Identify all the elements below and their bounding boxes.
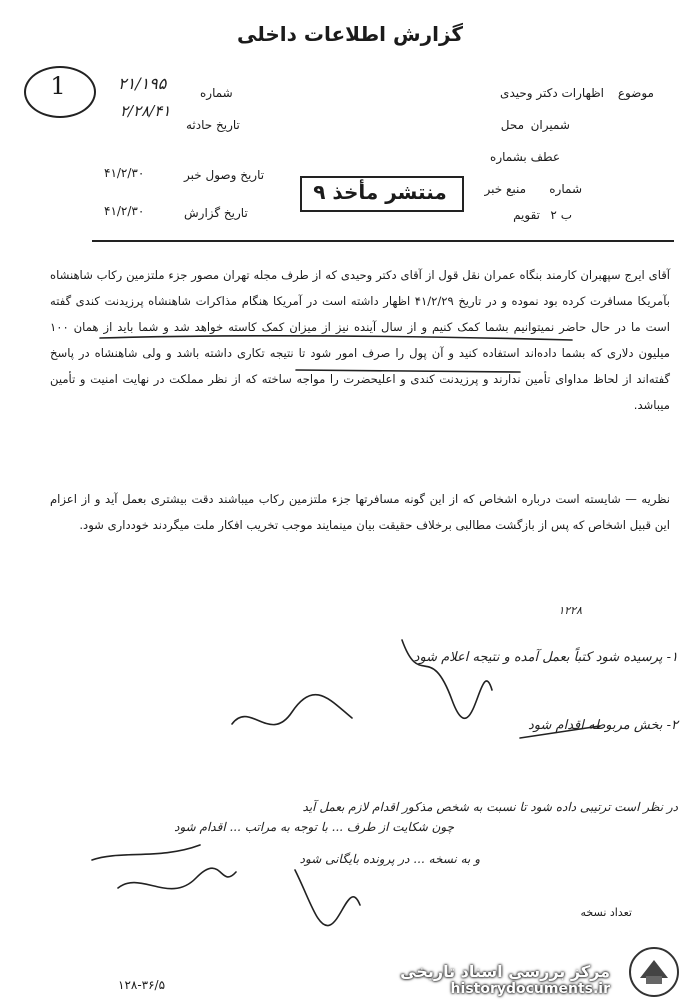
annotation-line-3: در نظر است ترتیبی داده شود تا نسبت به شخص مذکور اقدام لازم بعمل آید [302,800,678,814]
signature-scribble-mid [402,640,492,718]
annotation-line-5: و به نسخه ... در پرونده بایگانی شود [299,852,480,866]
place-value: شمیران [530,118,570,132]
signature-scribble-left [232,695,352,725]
watermark-logo-icon [622,942,688,1002]
evaluation-label: تقویم [513,208,540,222]
annotation-line-4: چون شکایت از طرف ... با توجه به مراتب ... اقدام شود [174,820,454,834]
bottom-date-scribble [118,868,236,889]
evaluation-value: ب ۲ [550,208,572,222]
incident-date-value: ۲/۲۸/۴۱ [120,102,171,120]
report-date-value: ۴۱/۲/۳۰ [104,204,145,218]
subject-label: موضوع [617,86,654,100]
annotation-strike [520,726,600,738]
watermark-english: historydocuments.ir [450,981,610,997]
place-label: محل [500,118,524,132]
reference-label: عطف بشماره [490,150,560,164]
document-title: گزارش اطلاعات داخلی [236,22,464,46]
report-date-label: تاریخ گزارش [184,206,248,220]
signature-scribble-bottom [295,870,360,926]
underline-mark-2 [296,370,520,372]
number-value: ۲۱/۱۹۵ [118,74,167,93]
incident-date-label: تاریخ حادثه [186,118,240,132]
source-value: شماره [549,182,582,196]
copies-label: تعداد نسخه [580,906,632,919]
watermark-persian: مرکز بررسی اسناد تاریخی [400,962,610,981]
stamp-text: منتشر مأخذ ۹ [313,180,447,204]
annotation-line-2: ۲- بخش مربوطه اقدام شود [528,718,678,733]
body-paragraph-2: نظریه — شایسته است درباره اشخاص که از این گونه مسافرتها جزء ملتزمین رکاب میباشند دقت بیشتری بعمل آید و از اعزام این قبیل اشخاص که پس از بازگشت مطالبی برخلاف حقیقت بیان مینمایند موجب تخریب افکار ملت میگردند خودداری شود. [50,492,670,532]
side-number-scribble [92,845,200,860]
receipt-date-label: تاریخ وصول خبر [184,168,265,182]
watermark-text [400,962,610,997]
annotation-line-1: ۱- پرسیده شود کتباً بعمل آمده و نتیجه اعلام شود [413,650,678,665]
annotation-number: ۱۲۲۸ [558,604,582,617]
source-label: منبع خبر [484,182,526,196]
footer-doc-number: ۱۲۸-۳۶/۵ [118,978,166,992]
body-paragraph-1: آقای ایرج سپهبران کارمند بنگاه عمران نقل قول از آقای دکتر وحیدی که از طرف مجله تهران مصور جزء ملتزمین رکاب شاهنشاه بآمریکا مسافرت کرده بود نموده و در تاریخ ۴۱/۲/۲۹ اظهار داشته است در آمریکا هنگام مذاکرات شاهنشاه پرزیدنت کندی گفته است ما در حال حاضر نمیتوانیم بشما کمک کنیم و از سال آینده نیز از میزان کمک کاسته خواهد شد و شما باید از همان ۱۰۰ میلیون دلاری که بشما داده‌اند استفاده کنید و آن پول را صرف امور شود تا نتیجه تکاری داشته باشد و ولی شاهنشاه در پاسخ گفته‌اند از لحاظ مداوای تأمین ندارند و پرزیدنت کندی و اعلیحضرت را مواجه ساخته که از نظر مملکت در نهایت امنیت و تأمین میباشد. [50,268,670,412]
circled-number: 1 [50,72,66,100]
underline-mark [100,336,572,340]
subject-value: اظهارات دکتر وحیدی [500,86,604,100]
receipt-date-value: ۴۱/۲/۳۰ [104,166,145,180]
number-label: شماره [200,86,233,100]
